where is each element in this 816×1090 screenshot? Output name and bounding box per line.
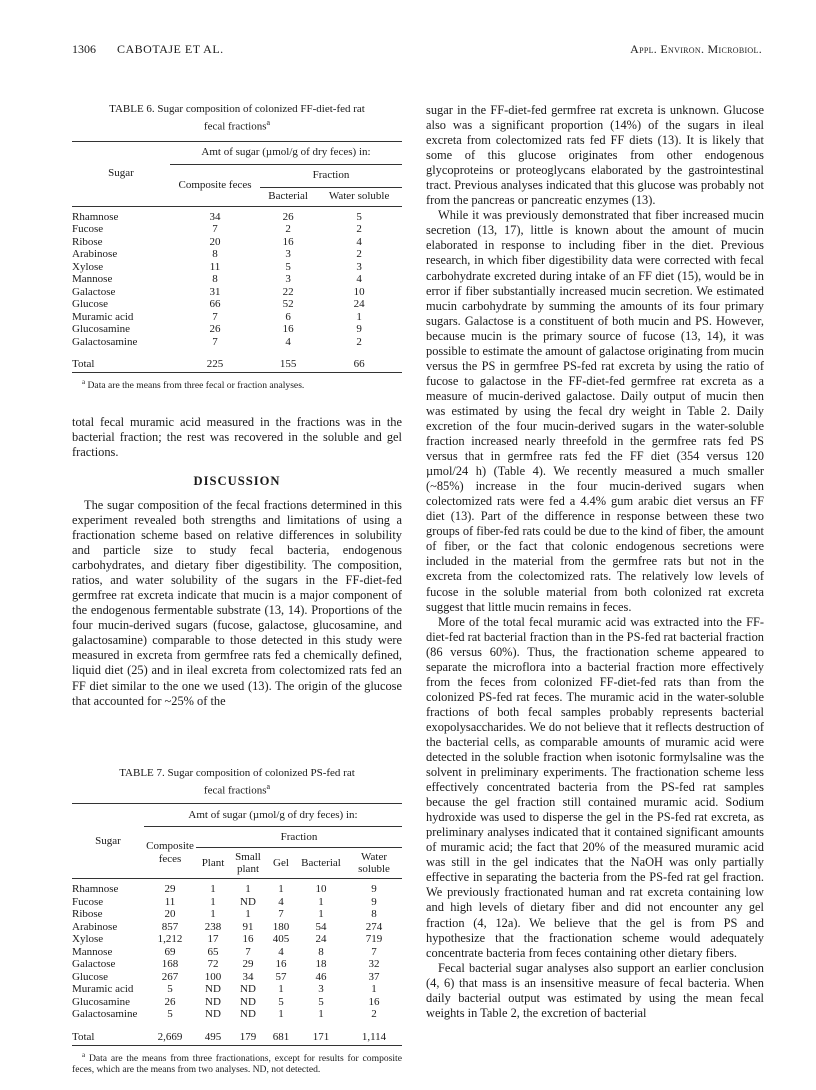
table-cell: 3 bbox=[285, 273, 291, 286]
table-cell: 11 bbox=[164, 895, 176, 908]
table-cell: 20 bbox=[164, 908, 176, 921]
table-cell: 66 bbox=[209, 298, 221, 311]
table-cell: 5 bbox=[318, 995, 324, 1008]
right-column bbox=[426, 103, 764, 1021]
row-label: Glucosamine bbox=[72, 995, 131, 1008]
row-label: Galactose bbox=[72, 958, 116, 971]
table-cell: 1 bbox=[245, 883, 251, 896]
table-cell: 57 bbox=[275, 970, 287, 983]
table-cell: 7 bbox=[212, 223, 218, 236]
table-cell: 1,212 bbox=[157, 933, 183, 946]
table-cell: 155 bbox=[279, 357, 297, 370]
table-cell: ND bbox=[205, 1008, 221, 1021]
table-cell: 16 bbox=[282, 235, 294, 248]
row-label: Glucose bbox=[72, 298, 109, 311]
table-row bbox=[72, 946, 402, 959]
table-cell: 9 bbox=[371, 883, 377, 896]
table6-footnote-text: Data are the means from three fecal or fraction analyses. bbox=[85, 380, 305, 392]
table-cell: 2 bbox=[356, 223, 362, 236]
table-cell: 1 bbox=[278, 1008, 284, 1021]
table-row bbox=[72, 323, 402, 336]
table7-col-composite: Composite feces bbox=[146, 840, 194, 865]
table-cell: 24 bbox=[315, 933, 327, 946]
table-cell: 8 bbox=[371, 908, 377, 921]
table-cell: 1 bbox=[245, 908, 251, 921]
table7-total-row bbox=[72, 1029, 402, 1046]
table-cell: 7 bbox=[212, 310, 218, 323]
table-row bbox=[72, 921, 402, 934]
left-column bbox=[72, 103, 402, 1076]
table-row bbox=[72, 958, 402, 971]
table6-col-composite: Composite feces bbox=[178, 178, 252, 191]
table-row bbox=[72, 933, 402, 946]
table-cell: 405 bbox=[272, 933, 290, 946]
table-cell: 8 bbox=[212, 248, 218, 261]
table6-footnote-mark: a bbox=[82, 378, 86, 387]
table-cell: 37 bbox=[368, 970, 380, 983]
table-cell: 4 bbox=[285, 335, 291, 348]
table-cell: 46 bbox=[315, 970, 327, 983]
table-cell: 29 bbox=[242, 958, 254, 971]
table-cell: 5 bbox=[278, 995, 284, 1008]
table-cell: 69 bbox=[164, 945, 176, 958]
table-cell: 91 bbox=[242, 920, 254, 933]
table-cell: 179 bbox=[239, 1030, 257, 1043]
table-cell: 1 bbox=[210, 908, 216, 921]
table-row bbox=[72, 273, 402, 286]
table-cell: 1 bbox=[356, 310, 362, 323]
table-cell: 10 bbox=[353, 285, 365, 298]
table7-caption-line1: TABLE 7. Sugar composition of colonized PS-fed rat bbox=[119, 766, 355, 779]
table-cell: 16 bbox=[242, 933, 254, 946]
table6-caption-line1: TABLE 6. Sugar composition of colonized FF-diet-fed rat bbox=[109, 103, 365, 115]
table-cell: 857 bbox=[161, 920, 179, 933]
table-cell: 2 bbox=[356, 248, 362, 261]
table7-col-amt: Amt of sugar (µmol/g of dry feces) in: bbox=[144, 804, 402, 827]
table-cell: 29 bbox=[164, 883, 176, 896]
right-paragraph-1: sugar in the FF-diet-fed germfree rat excreta is unknown. Glucose also was a significant proportion (14%) of the sugars in ileal excreta from colectomized rats fed FF diets (13). It is likely that some of this glucose originates from other endogenous glycoproteins or proteoglycans elaborated by the gastrointestinal tract. Previous analyses indicated that this glucose was probably not from the pancreas or pancreatic enzymes (13). bbox=[426, 103, 764, 208]
table6-total-row bbox=[72, 356, 402, 373]
row-label: Galactosamine bbox=[72, 335, 138, 348]
table-cell: 2,669 bbox=[157, 1030, 183, 1043]
running-authors: CABOTAJE ET AL. bbox=[117, 42, 224, 56]
table-cell: 72 bbox=[207, 958, 219, 971]
row-label: Arabinose bbox=[72, 248, 118, 261]
table-cell: 4 bbox=[278, 945, 284, 958]
left-paragraph-1: total fecal muramic acid measured in the fractions was in the bacterial fraction; the rest was recovered in the soluble and gel fractions. bbox=[72, 414, 402, 459]
table-cell: 65 bbox=[207, 945, 219, 958]
row-label: Arabinose bbox=[72, 920, 118, 933]
table6-col-amt: Amt of sugar (µmol/g of dry feces) in: bbox=[170, 141, 402, 164]
table7-footnote bbox=[72, 1050, 402, 1076]
table-row bbox=[72, 211, 402, 224]
discussion-heading: DISCUSSION bbox=[193, 473, 281, 488]
table-cell: 100 bbox=[204, 970, 222, 983]
table-row bbox=[72, 261, 402, 274]
table-cell: 1 bbox=[278, 883, 284, 896]
row-label: Fucose bbox=[72, 895, 104, 908]
table-cell: 5 bbox=[285, 260, 291, 273]
table-cell: 24 bbox=[353, 298, 365, 311]
table-row bbox=[72, 336, 402, 349]
table-cell: 5 bbox=[167, 1008, 173, 1021]
row-label: Muramic acid bbox=[72, 310, 134, 323]
table7-caption bbox=[72, 767, 402, 798]
table-cell: 1 bbox=[278, 983, 284, 996]
table7-caption-note: a bbox=[266, 781, 271, 791]
table-cell: 10 bbox=[315, 883, 327, 896]
table-cell: 4 bbox=[356, 273, 362, 286]
table-cell: 719 bbox=[365, 933, 383, 946]
table7-footnote-mark: a bbox=[82, 1050, 86, 1059]
table-cell: 681 bbox=[272, 1030, 290, 1043]
row-label: Mannose bbox=[72, 945, 113, 958]
table-cell: 66 bbox=[353, 357, 365, 370]
row-label: Xylose bbox=[72, 260, 104, 273]
table-cell: 5 bbox=[167, 983, 173, 996]
table-cell: 31 bbox=[209, 285, 221, 298]
table-row bbox=[72, 883, 402, 896]
row-label: Rhamnose bbox=[72, 883, 119, 896]
table-cell: 4 bbox=[278, 895, 284, 908]
table-cell: 7 bbox=[371, 945, 377, 958]
table6-caption-note: a bbox=[266, 118, 271, 127]
left-paragraph-2: The sugar composition of the fecal fractions determined in this experiment revealed both strengths and limitations of using a fractionation scheme based on relative differences in solubility and particle size to study fecal bacteria, endogenous carbohydrates, and dietary fiber digestibility. The composition, ratios, and water solubility of the sugars in the FF-diet-fed germfree rat excreta indicate that mucin is a major component of the endogenous fermentable substrate (13, 14). Proportions of the four mucin-derived sugars (fucose, galactose, glucosamine, and galactosamine) comparable to those detected in this study were measured in excreta from germfree rats fed a chemically defined, liquid diet (25) and in ileal excreta from colectomized rats fed an FF diet similar to the one we used (13). The origin of the glucose that accounted for ~25% of the bbox=[72, 497, 402, 708]
table-cell: 52 bbox=[282, 298, 294, 311]
table-cell: Total bbox=[72, 1030, 95, 1043]
table-cell: 2 bbox=[371, 1008, 377, 1021]
table-cell: 34 bbox=[242, 970, 254, 983]
table-cell: 238 bbox=[204, 920, 222, 933]
table6-caption bbox=[72, 103, 402, 134]
table-cell: Total bbox=[72, 357, 95, 370]
table-cell: 20 bbox=[209, 235, 221, 248]
table-cell: 8 bbox=[212, 273, 218, 286]
table-cell: ND bbox=[240, 1008, 256, 1021]
table-row bbox=[72, 311, 402, 324]
table-cell: ND bbox=[205, 983, 221, 996]
table-cell: 7 bbox=[212, 335, 218, 348]
table-cell: 171 bbox=[312, 1030, 330, 1043]
table-cell: 5 bbox=[356, 210, 362, 223]
table-cell: 3 bbox=[318, 983, 324, 996]
table-cell: 16 bbox=[368, 995, 380, 1008]
table-cell: 8 bbox=[318, 945, 324, 958]
running-header bbox=[72, 42, 762, 58]
table-cell: 34 bbox=[209, 210, 221, 223]
row-label: Muramic acid bbox=[72, 983, 134, 996]
table-cell: 9 bbox=[371, 895, 377, 908]
table6-footnote bbox=[72, 377, 402, 392]
table7-col-small-plant: Small plant bbox=[235, 850, 261, 876]
table-row bbox=[72, 996, 402, 1009]
table-cell: 1 bbox=[210, 895, 216, 908]
table-cell: 26 bbox=[282, 210, 294, 223]
table-cell: 16 bbox=[282, 323, 294, 336]
table7-footnote-text: Data are the means from three fractionations, except for results for composite feces, which are the means from two analyses. ND, not detected. bbox=[72, 1052, 402, 1076]
table-cell: 26 bbox=[164, 995, 176, 1008]
table-cell: 11 bbox=[209, 260, 221, 273]
table-row bbox=[72, 286, 402, 299]
table-cell: 1,114 bbox=[361, 1030, 387, 1043]
row-label: Galactosamine bbox=[72, 1008, 138, 1021]
row-label: Galactose bbox=[72, 285, 116, 298]
table-cell: 1 bbox=[318, 908, 324, 921]
table6-col-bacterial: Bacterial bbox=[268, 190, 308, 203]
table-cell: 1 bbox=[318, 1008, 324, 1021]
table-cell: 2 bbox=[285, 223, 291, 236]
right-paragraph-2: While it was previously demonstrated that fiber increased mucin secretion (13, 17), little is known about the amount of mucin elaborated in response to including fiber in the diet. Previous research, in which fiber digestibility data were corrected with fecal carbohydrate excreted during intake of an FF diet (15), would be in error if fiber substantially increased mucin secretion. We estimated mucin carbohydrate by summing the amounts of its four primary sugars. Galactose is a constituent of both mucin and PS. However, because mucin is the primary source of fucose (13, 14), it was possible to estimate the amount of galactose originating from mucin versus the PS in germfree PS-fed rat excreta by using the ratio of fucose to galactose in the FF-diet-fed germfree rat excreta as a measure of mucin-derived galactose. Daily output of mucin then was estimated by using the fecal dry weight in Table 2. Daily excretion of the four mucin-derived sugars in the water-soluble fraction increased nearly threefold in the germfree rats fed PS versus that in germfree rats fed the FF diet (354 versus 120 µmol/24 h) (Table 4). We recently measured a much smaller (~85%) increase in the four mucin-derived sugars when colectomized rats were fed a 4.4% gum arabic diet versus an FF diet (13). Part of the difference in response between these two groups of fiber-fed rats could be due to the kind of fiber, the amount of fiber, or the fact that colonic endogenous secretions were included in the material from the germfree rats but not in the excreta from the colectomized rats. The relatively low levels of fucose in the soluble material from both colonized rat excreta suggest that little mucin remains in feces. bbox=[426, 208, 764, 614]
table6 bbox=[72, 141, 402, 374]
table-cell: 180 bbox=[272, 920, 290, 933]
table-cell: 1 bbox=[318, 895, 324, 908]
row-label: Rhamnose bbox=[72, 210, 119, 223]
table7-caption-line2: fecal fractions bbox=[203, 784, 267, 797]
table-row bbox=[72, 983, 402, 996]
table-row bbox=[72, 223, 402, 236]
table-cell: 3 bbox=[356, 260, 362, 273]
table7-col-gel: Gel bbox=[273, 857, 289, 869]
table7-col-bacterial: Bacterial bbox=[301, 857, 341, 869]
table7-col-sugar: Sugar bbox=[95, 835, 121, 847]
table-cell: 18 bbox=[315, 958, 327, 971]
table-cell: 32 bbox=[368, 958, 380, 971]
page-number: 1306 bbox=[72, 42, 96, 56]
table-row bbox=[72, 908, 402, 921]
table-cell: 7 bbox=[278, 908, 284, 921]
table-cell: ND bbox=[205, 995, 221, 1008]
table-row bbox=[72, 236, 402, 249]
table-cell: 54 bbox=[315, 920, 327, 933]
table-cell: ND bbox=[240, 895, 256, 908]
table7-col-water: Water soluble bbox=[358, 850, 390, 876]
table-cell: 4 bbox=[356, 235, 362, 248]
table-cell: 267 bbox=[161, 970, 179, 983]
table-cell: 6 bbox=[285, 310, 291, 323]
table-cell: 274 bbox=[365, 920, 383, 933]
table6-col-water: Water soluble bbox=[328, 190, 390, 203]
table-row bbox=[72, 248, 402, 261]
table-cell: ND bbox=[240, 983, 256, 996]
right-paragraph-3: More of the total fecal muramic acid was extracted into the FF-diet-fed rat bacterial fraction than in the PS-fed rat bacterial fraction (86 versus 60%). Thus, the fractionation scheme appeared to separate the microflora into a bacterial fraction more effectively from the feces from colonized FF-diet-fed rats than from the colonized PS-fed rat feces. The muramic acid in the water-soluble fractions of both fecal samples probably represents bacterial exopolysaccharides. We do not believe that it reflects destruction of the bacterial cells, as comparable amounts of muramic acid were detected in the soluble fraction when isotonic formylsaline was the solvent in preliminary experiments. The fractionation scheme less effectively concentrated bacteria from the PS-fed rat samples because the gel fraction still contained muramic acid. Sodium hydroxide was used to disperse the gel in the PS-fed rat excreta, as preliminary analyses indicated that it contained significant amounts of muramic acid; the fact that 20% of the measured muramic acid was still in the gel indicates that the NaOH was only partially effective in separating the bacteria from the PS-fed rat gel fraction. We previously fractionated human and rat excreta containing low and high levels of dietary fiber and did not encounter any gel fraction (4, 12a). We believe that the gel is from PS and hypothesize that the fractionation scheme would adequately concentrate bacteria from feces containing other dietary fibers. bbox=[426, 614, 764, 960]
table-row bbox=[72, 1008, 402, 1021]
table-cell: 495 bbox=[204, 1030, 222, 1043]
table-cell: 225 bbox=[206, 357, 224, 370]
table6-caption-line2: fecal fractions bbox=[203, 120, 267, 133]
table7-col-plant: Plant bbox=[201, 857, 225, 869]
table-cell: 3 bbox=[285, 248, 291, 261]
table-cell: 17 bbox=[207, 933, 219, 946]
table-cell: 7 bbox=[245, 945, 251, 958]
table-cell: 168 bbox=[161, 958, 179, 971]
row-label: Glucosamine bbox=[72, 323, 131, 336]
row-label: Mannose bbox=[72, 273, 113, 286]
table7-col-fraction: Fraction bbox=[196, 827, 402, 848]
row-label: Glucose bbox=[72, 970, 109, 983]
table-row bbox=[72, 971, 402, 984]
table6-col-fraction: Fraction bbox=[260, 164, 402, 187]
table-cell: 9 bbox=[356, 323, 362, 336]
row-label: Fucose bbox=[72, 223, 104, 236]
table6-col-sugar: Sugar bbox=[108, 167, 134, 180]
table-cell: 1 bbox=[210, 883, 216, 896]
table-cell: 2 bbox=[356, 335, 362, 348]
row-label: Ribose bbox=[72, 908, 103, 921]
journal-name: Appl. Environ. Microbiol. bbox=[630, 42, 762, 56]
right-paragraph-4: Fecal bacterial sugar analyses also support an earlier conclusion (4, 6) that mass is an insensitive measure of fecal bacteria. When daily bacterial output was estimated by using the mean fecal weights in Table 2, the excretion of bacterial bbox=[426, 960, 764, 1020]
table-cell: 26 bbox=[209, 323, 221, 336]
row-label: Ribose bbox=[72, 235, 103, 248]
table-row bbox=[72, 298, 402, 311]
table-cell: 16 bbox=[275, 958, 287, 971]
table7 bbox=[72, 803, 402, 1046]
table-cell: 22 bbox=[282, 285, 294, 298]
table-cell: ND bbox=[240, 995, 256, 1008]
row-label: Xylose bbox=[72, 933, 104, 946]
table-cell: 1 bbox=[371, 983, 377, 996]
table-row bbox=[72, 896, 402, 909]
